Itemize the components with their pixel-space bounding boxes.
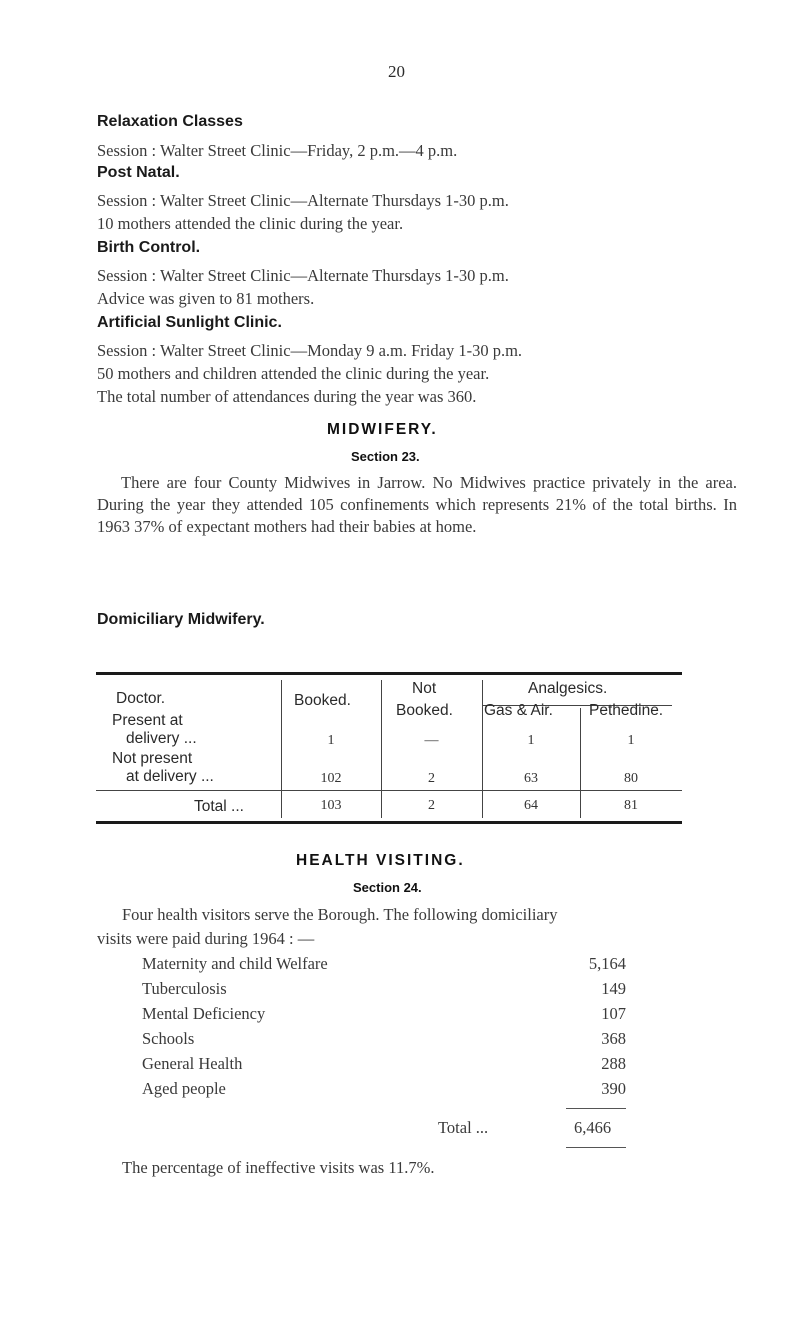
visit-label: Maternity and child Welfare [142,954,328,973]
visit-row [142,954,626,976]
visits-sum-rule [566,1108,626,1109]
visit-label: General Health [142,1054,243,1073]
post-natal-heading: Post Natal. [97,164,180,181]
col-doctor: Doctor. [116,690,166,707]
visit-row [142,1054,626,1076]
total-pethedine: 81 [624,798,638,813]
row-1-label-line1: Present at [112,712,183,729]
total-booked: 103 [320,798,342,813]
col-booked: Booked. [294,692,351,709]
row-2-label-line1: Not present [112,750,193,767]
visit-value: 5,164 [588,954,626,973]
visit-value: 288 [601,1054,626,1073]
visit-row [142,1079,626,1101]
col-analgesics: Analgesics. [528,680,608,697]
visit-value: 149 [601,979,626,998]
page-number: 20 [388,62,405,81]
total-not-booked: 2 [428,798,435,813]
post-natal-note: 10 mothers attended the clinic during the year. [97,214,404,233]
row-1-pethedine: 1 [627,733,635,748]
midwifery-title: MIDWIFERY. [327,421,438,438]
row-2-label-line2: at delivery ... [126,768,214,785]
visit-row [142,1029,626,1051]
visits-total-label: Total ... [438,1118,489,1137]
sunlight-heading: Artificial Sunlight Clinic. [97,314,282,331]
total-rule [96,790,682,791]
row-1-label-line2: delivery ... [126,730,197,747]
relaxation-heading: Relaxation Classes [97,113,243,130]
visit-value: 368 [601,1029,626,1048]
sunlight-note-2: The total number of attendances during the year was 360. [97,387,477,406]
row-1-not-booked: — [424,733,439,748]
visit-label: Tuberculosis [142,979,227,998]
ineffective-visits-note: The percentage of ineffective visits was 11.7%. [122,1158,435,1177]
domiciliary-midwifery-table [96,672,682,824]
domiciliary-heading: Domiciliary Midwifery. [97,611,265,628]
visit-label: Mental Deficiency [142,1004,266,1023]
col-not-booked-line1: Not [412,680,437,697]
visit-row [142,979,626,1001]
relaxation-session: Session : Walter Street Clinic—Friday, 2 p.m.—4 p.m. [97,141,458,160]
col-pethedine: Pethedine. [589,702,664,719]
row-2-pethedine: 80 [624,771,638,786]
sunlight-session: Session : Walter Street Clinic—Monday 9 a.m. Friday 1-30 p.m. [97,341,523,360]
midwifery-section: Section 23. [351,449,420,464]
visits-total-rule [566,1147,626,1148]
row-1-booked: 1 [327,733,335,748]
birth-control-heading: Birth Control. [97,239,201,256]
health-visiting-intro-1: Four health visitors serve the Borough. The following domiciliary [122,905,558,924]
sunlight-note-1: 50 mothers and children attended the clinic during the year. [97,364,490,383]
total-gas-air: 64 [524,798,538,813]
birth-control-session: Session : Walter Street Clinic—Alternate Thursdays 1-30 p.m. [97,266,509,285]
health-visiting-section: Section 24. [353,880,422,895]
health-visiting-title: HEALTH VISITING. [296,852,465,869]
total-label: Total ... [194,798,244,815]
row-2-booked: 102 [320,771,342,786]
visit-label: Aged people [142,1079,226,1098]
table-top-rule [96,672,682,675]
row-1-gas-air: 1 [527,733,535,748]
row-2-not-booked: 2 [428,771,435,786]
midwifery-paragraph: There are four County Midwives in Jarrow. No Midwives practice privately in the area. During the year they attended 105 confinements which represents 21% of the total births. In 1963 37% of expectant mothers had their babies at home. [97,473,737,536]
visit-value: 107 [601,1004,626,1023]
table-bottom-rule [96,821,682,824]
post-natal-session: Session : Walter Street Clinic—Alternate Thursdays 1-30 p.m. [97,191,509,210]
row-2-gas-air: 63 [524,771,538,786]
col-gas-air: Gas & Air. [484,702,553,719]
visit-value: 390 [601,1079,626,1098]
health-visiting-intro-2: visits were paid during 1964 : — [97,929,315,948]
birth-control-note: Advice was given to 81 mothers. [97,289,315,308]
col-not-booked-line2: Booked. [396,702,453,719]
visit-label: Schools [142,1029,195,1048]
visits-total-value: 6,466 [574,1118,612,1137]
visit-row [142,1004,626,1026]
